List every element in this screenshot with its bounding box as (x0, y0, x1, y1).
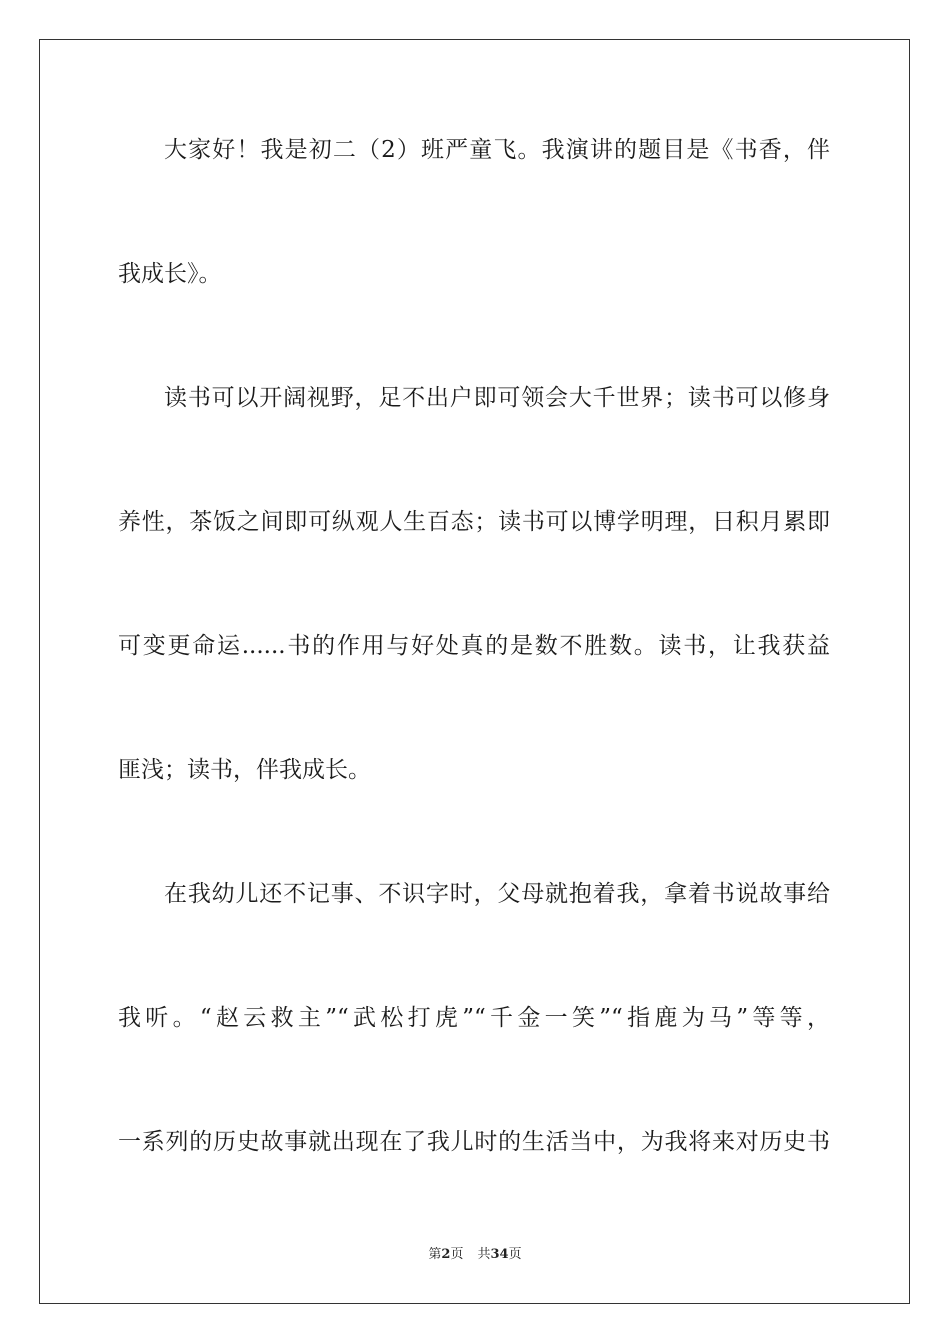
page-border (39, 39, 910, 1304)
total-prefix: 共 (477, 1247, 491, 1262)
paragraph-3-line-1: 在我幼儿还不记事、不识字时，父母就抱着我，拿着书说故事给 (164, 881, 830, 907)
paragraph-2-line-3: 可变更命运......书的作用与好处真的是数不胜数。读书，让我获益 (118, 633, 830, 659)
page-suffix: 页 (450, 1247, 464, 1262)
paragraph-2-line-4: 匪浅；读书，伴我成长。 (118, 757, 371, 783)
total-suffix: 页 (508, 1247, 522, 1262)
paragraph-1-line-1: 大家好！我是初二（2）班严童飞。我演讲的题目是《书香，伴 (164, 137, 830, 163)
paragraph-3-line-2: 我听。“赵云救主”“武松打虎”“千金一笑”“指鹿为马”等等， (118, 1005, 830, 1031)
paragraph-2-line-1: 读书可以开阔视野，足不出户即可领会大千世界；读书可以修身 (164, 385, 830, 411)
page-footer (0, 1246, 950, 1264)
paragraph-3-line-3: 一系列的历史故事就出现在了我儿时的生活当中，为我将来对历史书 (118, 1129, 830, 1155)
page-prefix: 第 (428, 1247, 442, 1262)
total-pages: 34 (490, 1247, 509, 1262)
page-number: 2 (441, 1247, 451, 1262)
paragraph-2-line-2: 养性，茶饭之间即可纵观人生百态；读书可以博学明理，日积月累即 (118, 509, 830, 535)
paragraph-1-line-2: 我成长》。 (118, 261, 222, 287)
